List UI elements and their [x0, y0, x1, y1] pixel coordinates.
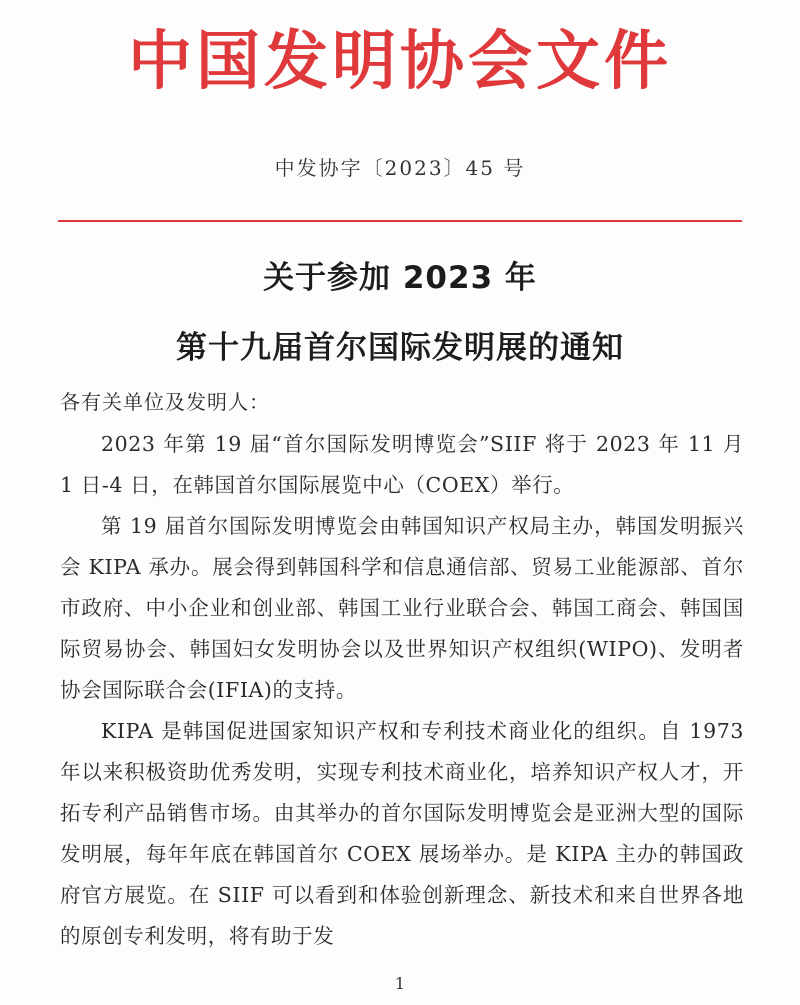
- document-number: 中发协字〔2023〕45 号: [274, 156, 526, 180]
- paragraph: KIPA 是韩国促进国家知识产权和专利技术商业化的组织。自 1973 年以来积极资助优秀发明，实现专利技术商业化，培养知识产权人才，开拓专利产品销售市场。由其举办的首尔国际发明博览会是亚洲大型的国际发明展，每年年底在韩国首尔 COEX 展场举办。是 KIPA 主办的韩国政府官方展览。在 SIIF 可以看到和体验创新理念、新技术和来自世界各地的原创专利发明，将有助于发: [60, 719, 744, 948]
- paragraph: 2023 年第 19 届“首尔国际发明博览会”SIIF 将于 2023 年 11 月 1 日-4 日，在韩国首尔国际展览中心（COEX）举行。: [60, 432, 744, 497]
- page-number: 1: [394, 974, 406, 993]
- notice-title-line-1: 关于参加 2023 年: [263, 260, 537, 296]
- body-text: [60, 424, 744, 957]
- red-divider-line: [58, 220, 742, 222]
- notice-title-line-2: 第十九届首尔国际发明展的通知: [176, 330, 624, 366]
- salutation: 各有关单位及发明人：: [60, 390, 270, 414]
- masthead-title: 中国发明协会文件: [128, 25, 672, 99]
- paragraph: 第 19 届首尔国际发明博览会由韩国知识产权局主办，韩国发明振兴会 KIPA 承办。展会得到韩国科学和信息通信部、贸易工业能源部、首尔市政府、中小企业和创业部、韩国工业行业联合会、韩国工商会、韩国国际贸易协会、韩国妇女发明协会以及世界知识产权组织(WIPO)、发明者协会国际联合会(IFIA)的支持。: [60, 514, 744, 702]
